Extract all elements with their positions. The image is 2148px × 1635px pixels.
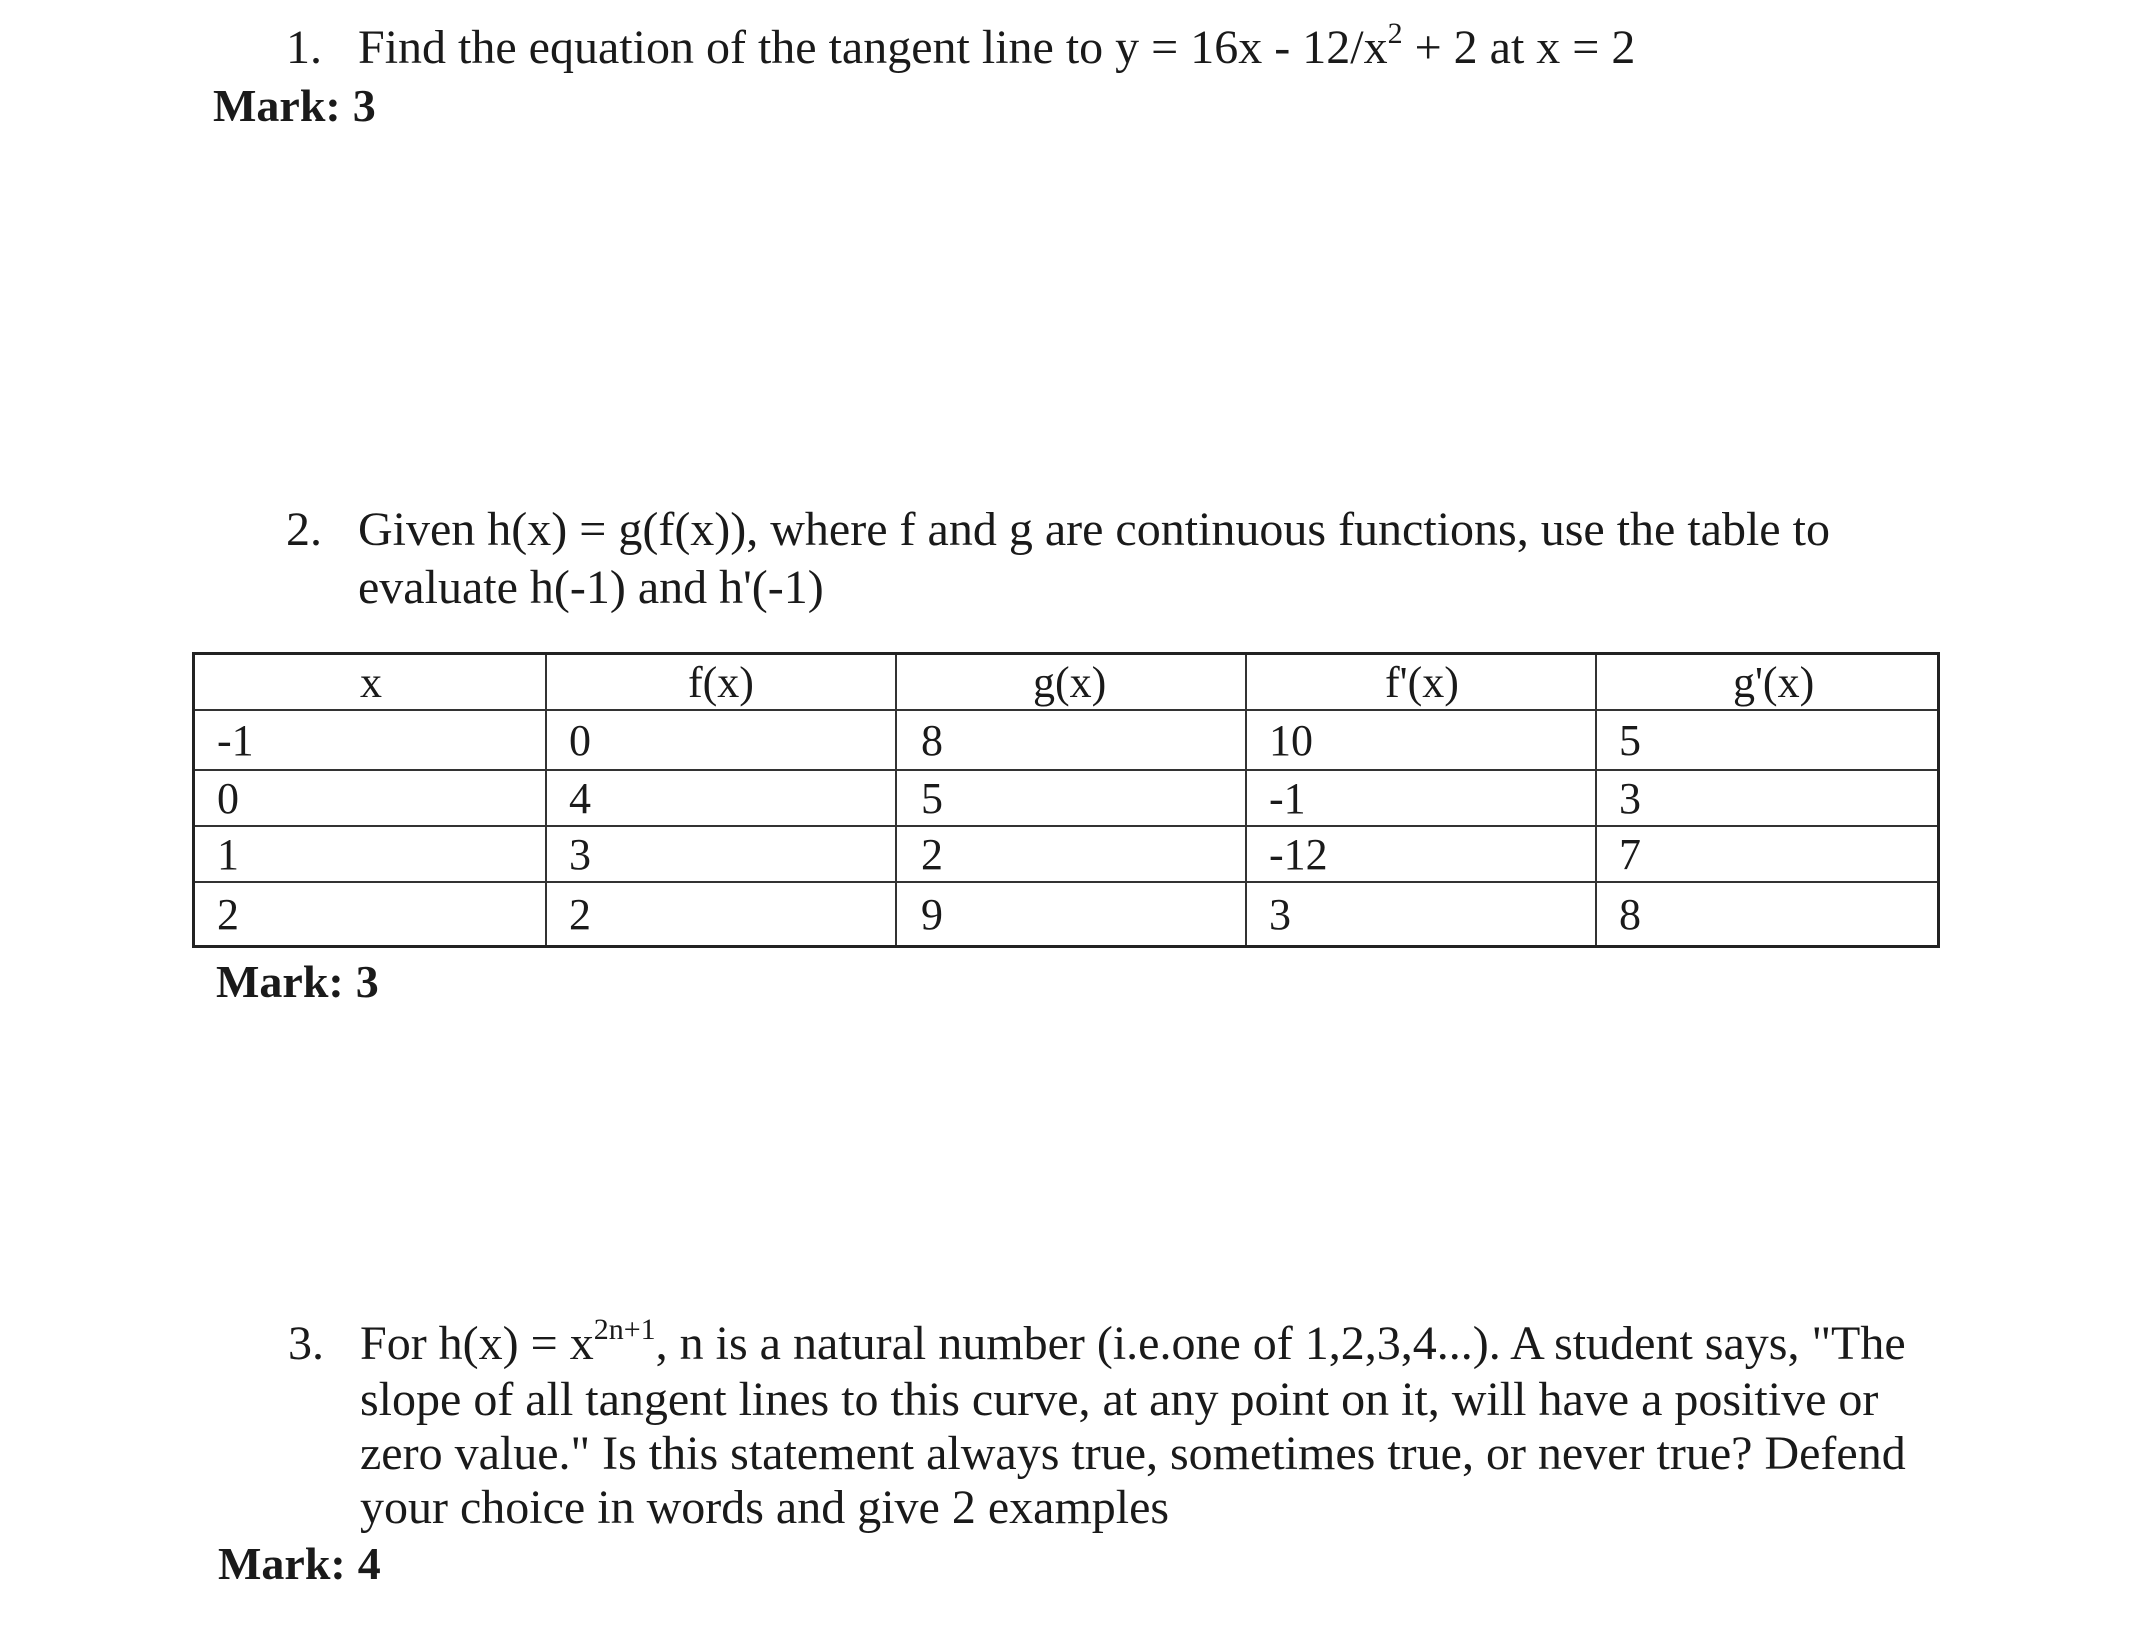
table-row: [195, 827, 1937, 883]
mark-value: 4: [357, 1538, 381, 1589]
question-1-text-end: + 2 at x = 2: [1402, 21, 1636, 74]
question-3-number: 3.: [288, 1317, 324, 1370]
question-2-line-1: [286, 502, 1830, 558]
cell-g: 9: [921, 890, 943, 939]
cell-g: 2: [921, 830, 943, 879]
question-3-text: For h(x) = x: [360, 1317, 594, 1370]
cell-x: -1: [217, 716, 254, 765]
cell-g: 5: [921, 774, 943, 823]
cell-g-prime: 7: [1619, 830, 1641, 879]
question-1-number: 1.: [286, 21, 322, 74]
table-header-row: [195, 655, 1937, 711]
table-row: [195, 711, 1937, 771]
question-3-text-cont: , n is a natural number (i.e.one of 1,2,3,4...). A student says, "The: [655, 1317, 1906, 1370]
question-3-line-1: [288, 1313, 1906, 1372]
question-3-mark: [218, 1536, 381, 1592]
cell-x: 0: [217, 774, 239, 823]
question-3-line-2: [360, 1372, 1878, 1428]
question-1-exponent: 2: [1387, 17, 1403, 50]
question-1: [286, 17, 1636, 76]
table-row: [195, 883, 1937, 945]
question-3-text-line-4: your choice in words and give 2 examples: [360, 1481, 1170, 1534]
mark-label: Mark:: [218, 1538, 346, 1589]
mark-value: 3: [352, 80, 376, 131]
question-2-text: Given h(x) = g(f(x)), where f and g are continuous functions, use the table to: [358, 503, 1830, 556]
question-1-text: Find the equation of the tangent line to y = 16x - 12/x: [358, 21, 1388, 74]
cell-f-prime: 10: [1269, 716, 1313, 765]
cell-f-prime: -12: [1269, 830, 1328, 879]
mark-label: Mark:: [213, 80, 341, 131]
cell-g: 8: [921, 716, 943, 765]
cell-f-prime: -1: [1269, 774, 1306, 823]
cell-f-prime: 3: [1269, 890, 1291, 939]
cell-f: 4: [569, 774, 591, 823]
mark-value: 3: [355, 956, 379, 1007]
header-x: x: [360, 658, 382, 707]
question-3-line-3: [360, 1426, 1906, 1482]
cell-g-prime: 5: [1619, 716, 1641, 765]
table-row: [195, 771, 1937, 827]
cell-g-prime: 3: [1619, 774, 1641, 823]
header-f: f(x): [688, 658, 754, 707]
question-3-text-line-3: zero value." Is this statement always true, sometimes true, or never true? Defend: [360, 1427, 1906, 1480]
question-3-line-4: [360, 1480, 1169, 1536]
question-3-exponent: 2n+1: [593, 1313, 656, 1346]
question-2-mark: [216, 954, 379, 1010]
header-f-prime: f'(x): [1385, 658, 1459, 707]
values-table: [192, 652, 1940, 948]
question-2-line-2: [358, 560, 824, 616]
question-3-text-line-2: slope of all tangent lines to this curve, at any point on it, will have a positive or: [360, 1373, 1879, 1426]
header-g-prime: g'(x): [1733, 658, 1815, 707]
mark-label: Mark:: [216, 956, 344, 1007]
question-2-text-line-2: evaluate h(-1) and h'(-1): [358, 561, 824, 614]
cell-x: 2: [217, 890, 239, 939]
question-2-number: 2.: [286, 503, 322, 556]
header-g: g(x): [1033, 658, 1107, 707]
cell-g-prime: 8: [1619, 890, 1641, 939]
cell-f: 2: [569, 890, 591, 939]
cell-f: 3: [569, 830, 591, 879]
cell-f: 0: [569, 716, 591, 765]
question-1-mark: [213, 78, 376, 134]
cell-x: 1: [217, 830, 239, 879]
